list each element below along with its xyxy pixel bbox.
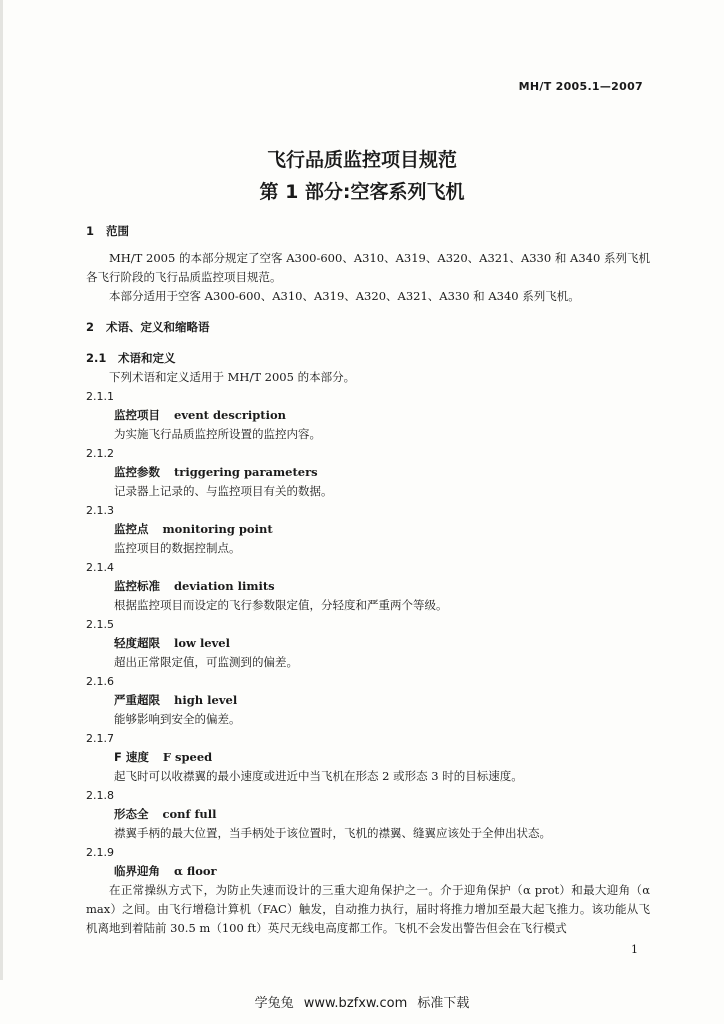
term-zh: 严重超限 <box>114 693 160 707</box>
term-number: 2.1.5 <box>86 618 114 631</box>
term-entry <box>86 843 650 938</box>
document-body <box>86 222 650 938</box>
document-title: 飞行品质监控项目规范 <box>266 149 457 171</box>
term-number: 2.1.8 <box>86 789 114 802</box>
term-en: α floor <box>174 864 217 878</box>
term-heading <box>114 577 650 596</box>
term-zh: 形态全 <box>114 807 149 821</box>
term-number: 2.1.1 <box>86 390 114 403</box>
term-heading <box>114 520 650 539</box>
term-number: 2.1.3 <box>86 504 114 517</box>
document-code: MH/T 2005.1—2007 <box>518 80 643 93</box>
section-number: 2 <box>86 320 95 334</box>
section-title: 术语、定义和缩略语 <box>106 320 210 334</box>
term-entry <box>86 387 650 444</box>
term-definition: 监控项目的数据控制点。 <box>114 541 241 555</box>
term-definition: 为实施飞行品质监控所设置的监控内容。 <box>114 427 321 441</box>
term-zh: 临界迎角 <box>114 864 160 878</box>
term-en: triggering parameters <box>174 465 318 479</box>
page-number: 1 <box>631 943 638 956</box>
term-en: deviation limits <box>174 579 275 593</box>
term-heading <box>114 862 650 881</box>
term-entry <box>86 672 650 729</box>
term-definition: 襟翼手柄的最大位置，当手柄处于该位置时，飞机的襟翼、缝翼应该处于全伸出状态。 <box>114 826 551 840</box>
term-number: 2.1.2 <box>86 447 114 460</box>
terms-intro-paragraph: 下列术语和定义适用于 MH/T 2005 的本部分。 <box>109 370 356 384</box>
term-en: event description <box>174 408 287 422</box>
term-en: low level <box>174 636 230 650</box>
section-1-heading <box>86 222 650 241</box>
term-entry <box>86 615 650 672</box>
section-number: 2.1 <box>86 351 107 365</box>
term-number: 2.1.7 <box>86 732 114 745</box>
document-subtitle: 第 1 部分:空客系列飞机 <box>259 181 465 203</box>
term-heading <box>114 406 650 425</box>
section-title: 范围 <box>106 224 129 238</box>
term-number: 2.1.9 <box>86 846 114 859</box>
term-definition: 能够影响到安全的偏差。 <box>114 712 241 726</box>
term-entry <box>86 786 650 843</box>
term-number: 2.1.6 <box>86 675 114 688</box>
term-zh: 轻度超限 <box>114 636 160 650</box>
watermark-footer: 学兔兔 www.bzfxw.com 标准下载 <box>254 996 470 1011</box>
term-definition: 在正常操纵方式下，为防止失速而设计的三重大迎角保护之一。介于迎角保护（α prot）和最大迎角（α max）之间。由飞行增稳计算机（FAC）触发，自动推力执行，届时将推力增加至最大起飞推力。该功能从飞机离地到着陆前 30.5 m（100 ft）英尺无线电高度都工作。飞机不会发出警告但会在飞行模式 <box>86 883 650 935</box>
term-en: F speed <box>162 750 213 764</box>
term-entry <box>86 501 650 558</box>
term-zh: 监控项目 <box>114 408 160 422</box>
section-2-1-heading <box>86 349 650 368</box>
term-entry <box>86 729 650 786</box>
term-zh: F 速度 <box>114 750 149 764</box>
term-zh: 监控参数 <box>114 465 160 479</box>
term-heading <box>114 805 650 824</box>
section-2-heading <box>86 318 650 337</box>
term-definition: 记录器上记录的、与监控项目有关的数据。 <box>114 484 333 498</box>
term-en: high level <box>174 693 238 707</box>
term-entry <box>86 444 650 501</box>
term-definition: 起飞时可以收襟翼的最小速度或进近中当飞机在形态 2 或形态 3 时的目标速度。 <box>114 769 523 783</box>
term-definition: 超出正常限定值，可监测到的偏差。 <box>114 655 298 669</box>
term-definition: 根据监控项目而设定的飞行参数限定值，分轻度和严重两个等级。 <box>114 598 448 612</box>
section-title: 术语和定义 <box>118 351 176 365</box>
term-heading <box>114 748 650 767</box>
term-en: conf full <box>162 807 217 821</box>
term-number: 2.1.4 <box>86 561 114 574</box>
term-heading <box>114 691 650 710</box>
term-entry <box>86 558 650 615</box>
term-zh: 监控点 <box>114 522 149 536</box>
scope-paragraph: MH/T 2005 的本部分规定了空客 A300-600、A310、A319、A320、A321、A330 和 A340 系列飞机各飞行阶段的飞行品质监控项目规范。 <box>86 251 650 284</box>
term-heading <box>114 634 650 653</box>
section-number: 1 <box>86 224 95 238</box>
term-zh: 监控标准 <box>114 579 160 593</box>
term-heading <box>114 463 650 482</box>
scope-applicability-paragraph: 本部分适用于空客 A300-600、A310、A319、A320、A321、A330 和 A340 系列飞机。 <box>109 289 580 303</box>
term-en: monitoring point <box>162 522 273 536</box>
